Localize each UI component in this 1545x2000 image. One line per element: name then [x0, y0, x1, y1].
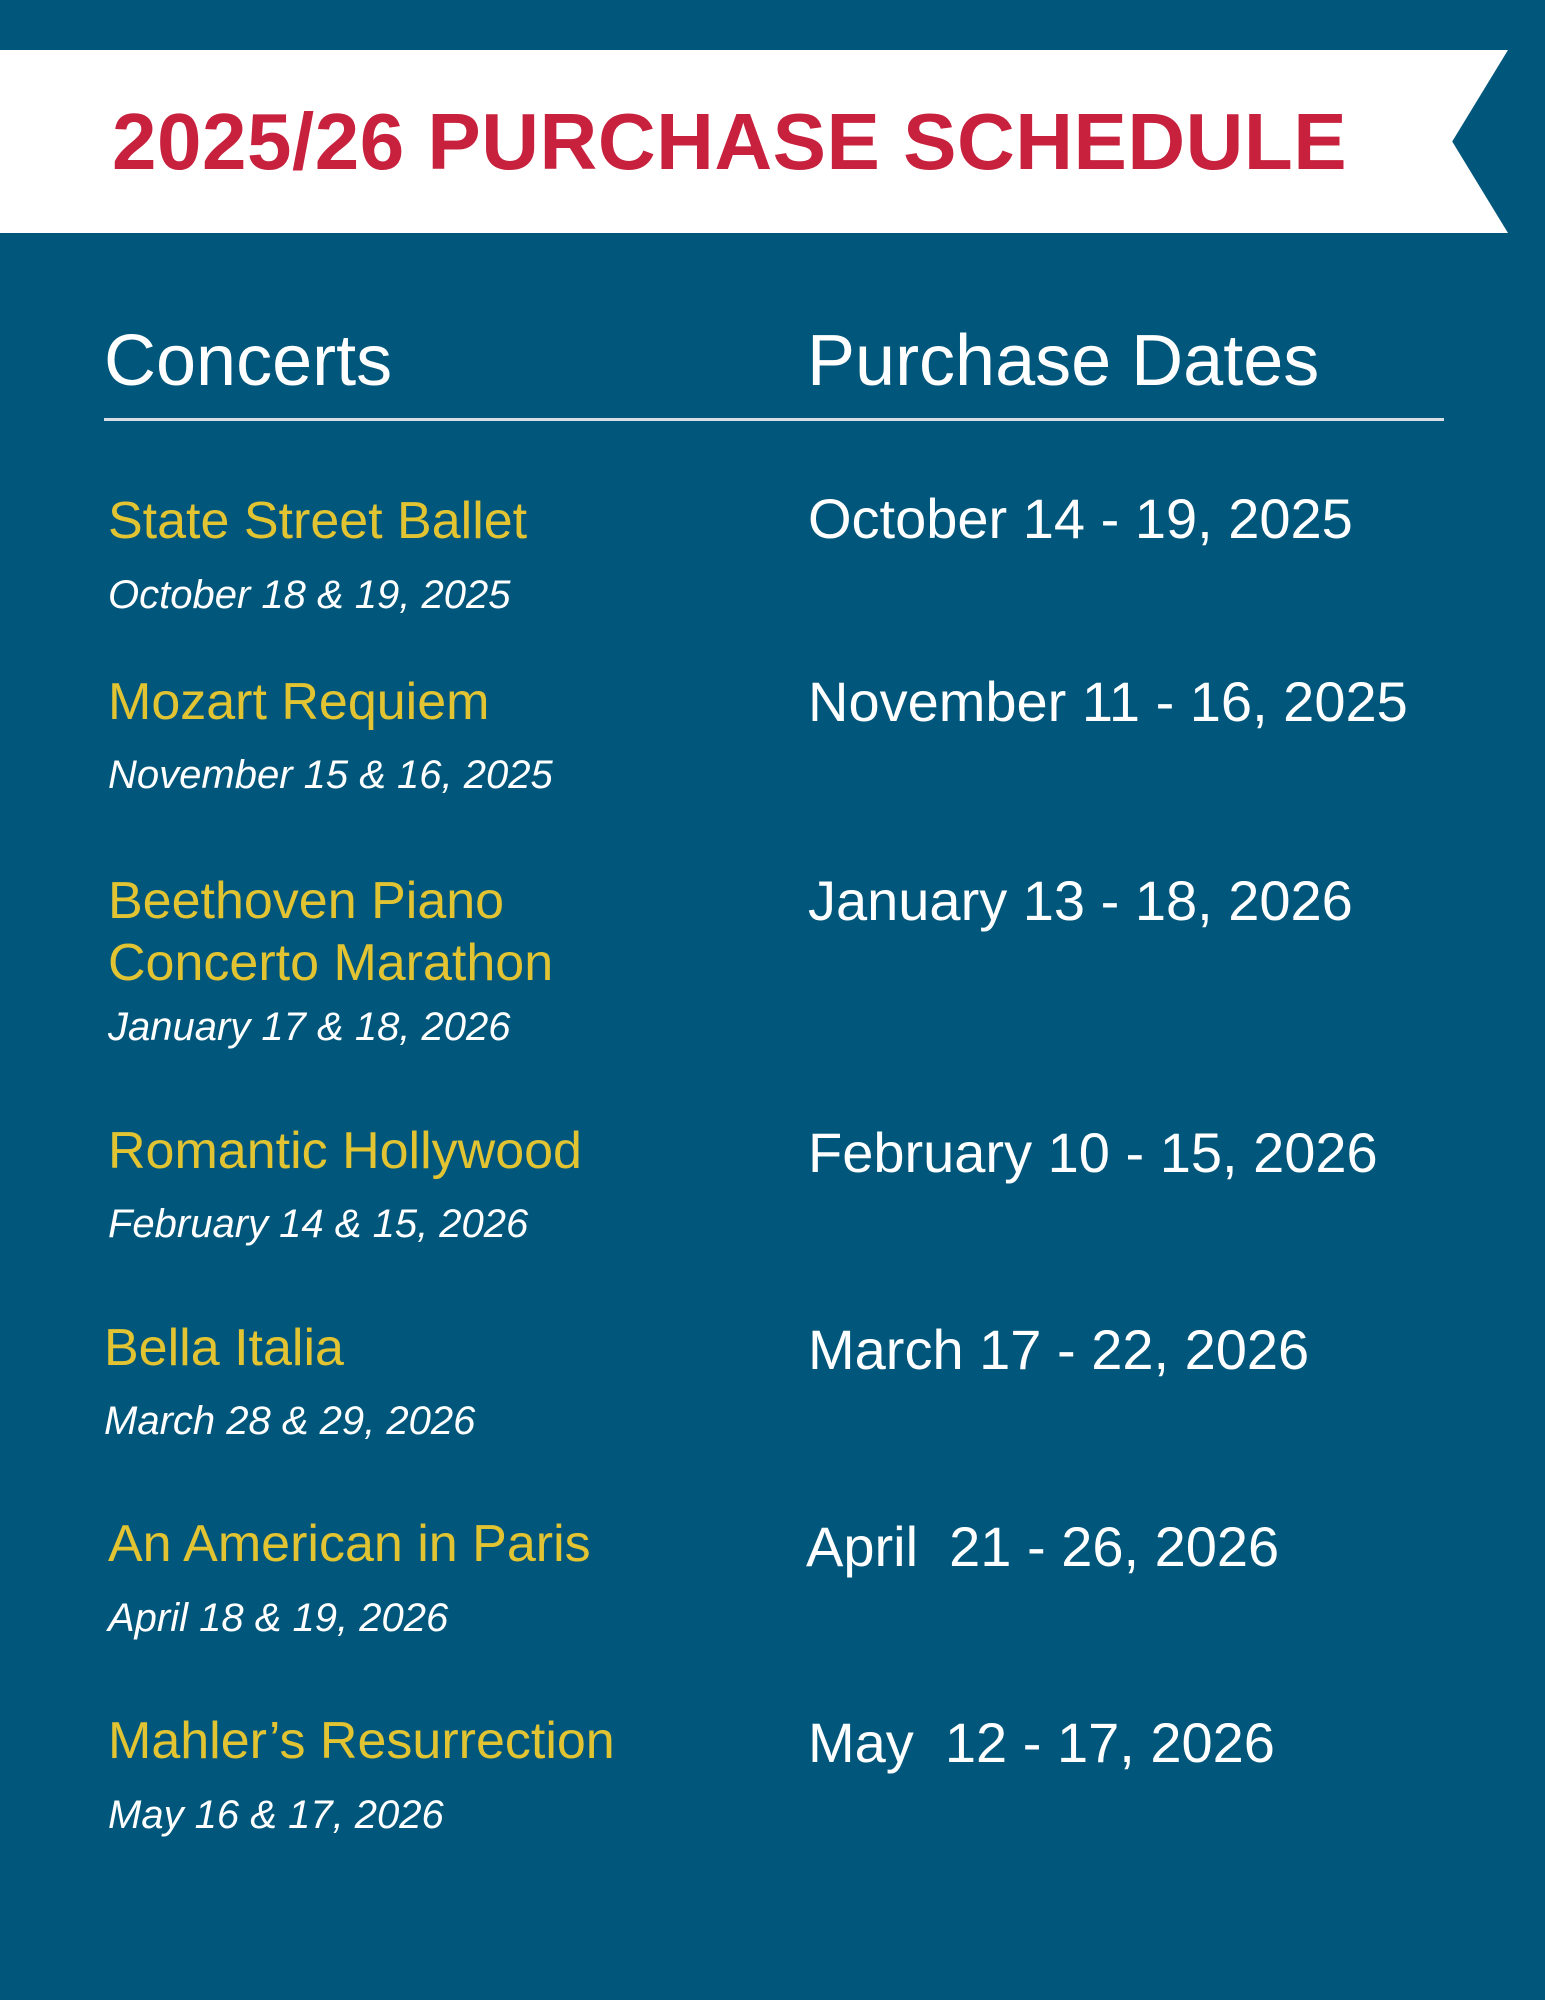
purchase-date-range: October 14 - 19, 2025 [808, 487, 1353, 550]
concert-performance-dates: October 18 & 19, 2025 [108, 573, 511, 617]
concert-title-romantic-hollywood: Romantic Hollywood [108, 1122, 582, 1180]
concert-performance-dates: November 15 & 16, 2025 [108, 753, 553, 797]
page-title: 2025/26 PURCHASE SCHEDULE [112, 97, 1348, 186]
concert-title-state-street-ballet: State Street Ballet [108, 492, 528, 550]
concert-title-mozart-requiem: Mozart Requiem [108, 673, 490, 731]
purchase-date-range: February 10 - 15, 2026 [808, 1121, 1378, 1184]
concert-title-beethoven-line-1: Beethoven Piano [108, 872, 505, 930]
purchase-date-range: May 12 - 17, 2026 [808, 1711, 1275, 1774]
purchase-date-range: March 17 - 22, 2026 [808, 1318, 1310, 1381]
purchase-date-range: November 11 - 16, 2025 [808, 670, 1408, 733]
concerts-column-header: Concerts [104, 321, 393, 401]
purchase-date-range: April 21 - 26, 2026 [806, 1515, 1280, 1578]
concert-title-beethoven-line-2: Concerto Marathon [108, 934, 554, 992]
concert-performance-dates: January 17 & 18, 2026 [108, 1005, 511, 1049]
concert-performance-dates: May 16 & 17, 2026 [108, 1793, 444, 1837]
concert-title-american-in-paris: An American in Paris [108, 1515, 591, 1573]
concert-performance-dates: April 18 & 19, 2026 [108, 1596, 449, 1640]
concert-performance-dates: February 14 & 15, 2026 [108, 1202, 529, 1246]
purchase-dates-column-header: Purchase Dates [807, 321, 1320, 401]
concert-title-mahlers-resurrection: Mahler’s Resurrection [108, 1712, 615, 1770]
purchase-date-range: January 13 - 18, 2026 [808, 869, 1353, 932]
header-divider [104, 418, 1444, 421]
concert-title-bella-italia: Bella Italia [104, 1319, 344, 1377]
concert-performance-dates: March 28 & 29, 2026 [104, 1399, 476, 1443]
